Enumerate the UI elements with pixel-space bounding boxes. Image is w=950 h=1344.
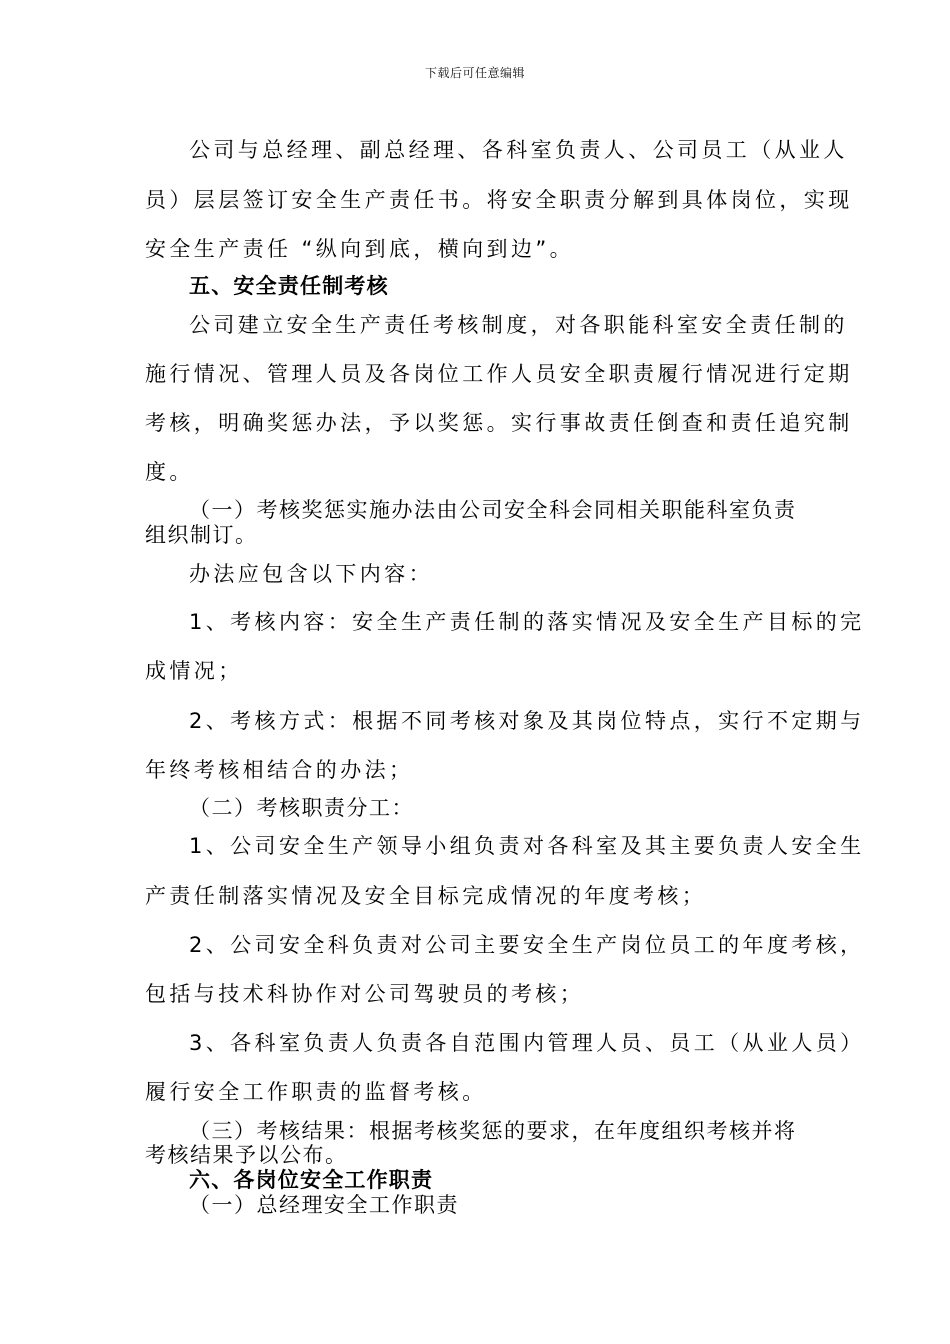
section5-para-line1: 公司建立安全生产责任考核制度，对各职能科室安全责任制的 bbox=[189, 313, 848, 337]
para1-line3: 安全生产责任 “纵向到底，横向到边”。 bbox=[145, 237, 575, 261]
section6-sub1: （一）总经理安全工作职责 bbox=[189, 1193, 459, 1217]
item2-line1: 2、考核方式：根据不同考核对象及其岗位特点，实行不定期与 bbox=[189, 709, 865, 733]
duty2-line1: 2、公司安全科负责对公司主要安全生产岗位员工的年度考核， bbox=[189, 933, 865, 957]
sub2-title: （二）考核职责分工： bbox=[189, 796, 414, 820]
item1-line1: 1、考核内容：安全生产责任制的落实情况及安全生产目标的完 bbox=[189, 610, 865, 634]
page-header: 下载后可任意编辑 bbox=[424, 66, 525, 80]
sub3-line2: 考核结果予以公布。 bbox=[145, 1143, 348, 1167]
para1-line1: 公司与总经理、副总经理、各科室负责人、公司员工（从业人 bbox=[189, 138, 848, 162]
para1-line2: 员）层层签订安全生产责任书。将安全职责分解到具体岗位，实现 bbox=[145, 188, 853, 212]
method-intro: 办法应包含以下内容： bbox=[189, 562, 433, 586]
section5-title: 五、安全责任制考核 bbox=[189, 274, 389, 298]
section5-para-line4: 度。 bbox=[145, 460, 194, 484]
duty3-line2: 履行安全工作职责的监督考核。 bbox=[145, 1080, 487, 1104]
duty1-line1: 1、公司安全生产领导小组负责对各科室及其主要负责人安全生 bbox=[189, 834, 865, 858]
duty3-line1: 3、各科室负责人负责各自范围内管理人员、员工（从业人员） bbox=[189, 1031, 865, 1055]
duty2-line2: 包括与技术科协作对公司驾驶员的考核； bbox=[145, 982, 585, 1006]
section5-para-line2: 施行情况、管理人员及各岗位工作人员安全职责履行情况进行定期 bbox=[145, 362, 853, 386]
sub1-line2: 组织制订。 bbox=[145, 523, 258, 547]
item1-line2: 成情况； bbox=[145, 659, 243, 683]
section5-para-line3: 考核，明确奖惩办法，予以奖惩。实行事故责任倒查和责任追究制 bbox=[145, 411, 853, 435]
sub3-line1: （三）考核结果：根据考核奖惩的要求，在年度组织考核并将 bbox=[189, 1119, 797, 1143]
sub1-line1: （一）考核奖惩实施办法由公司安全科会同相关职能科室负责 bbox=[189, 498, 797, 522]
duty1-line2: 产责任制落实情况及安全目标完成情况的年度考核； bbox=[145, 884, 707, 908]
item2-line2: 年终考核相结合的办法； bbox=[145, 758, 414, 782]
section6-title: 六、各岗位安全工作职责 bbox=[189, 1168, 434, 1192]
